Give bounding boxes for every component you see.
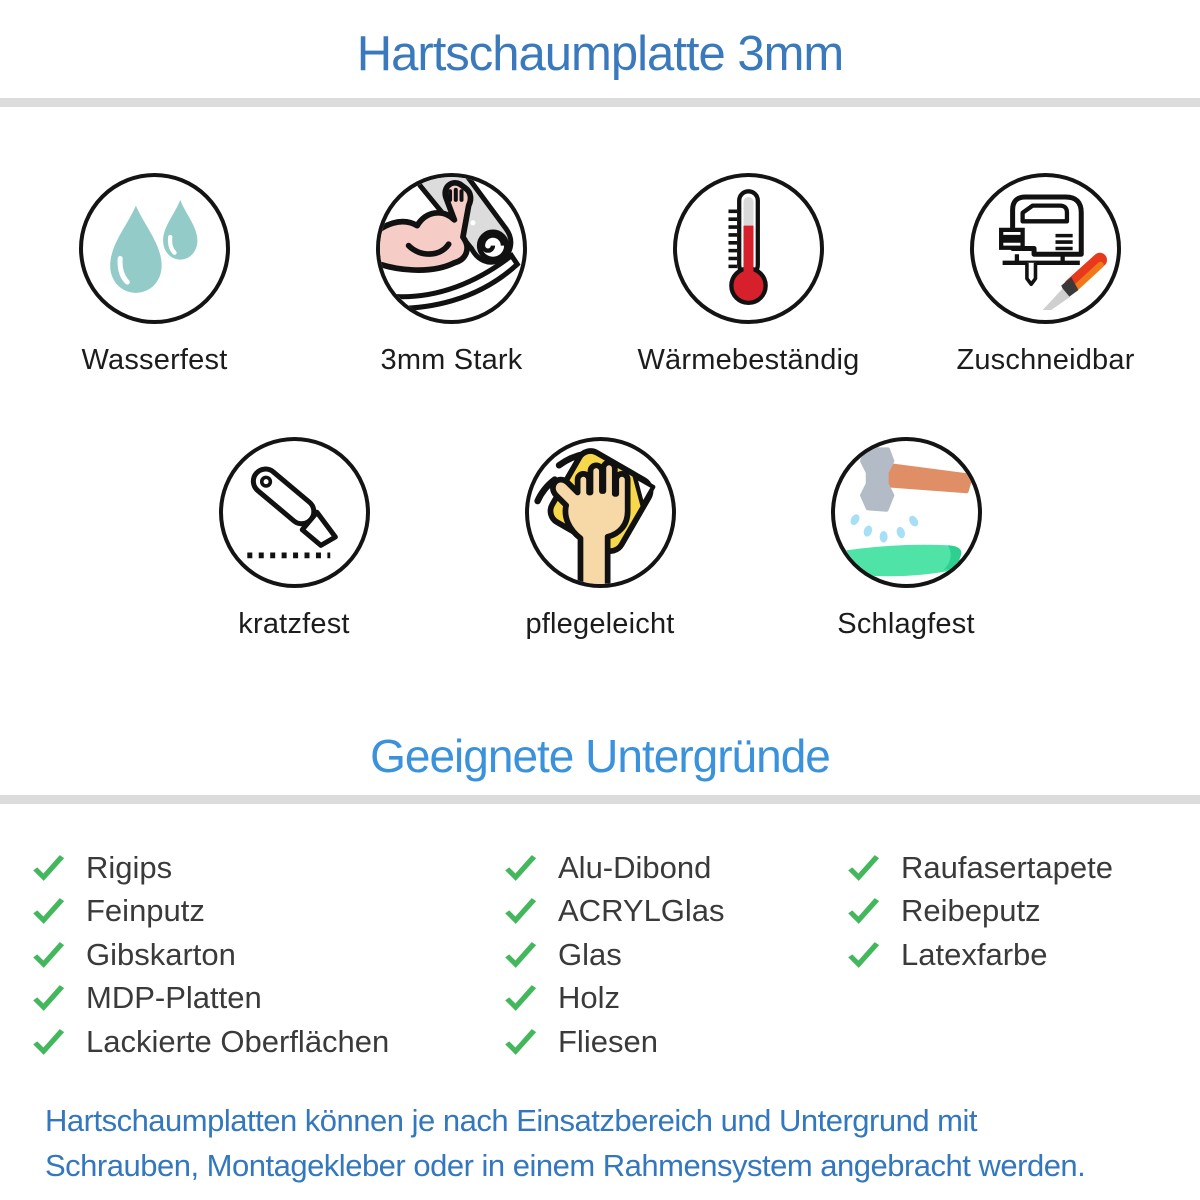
list-item xyxy=(28,1020,500,1064)
feature-label: Schlagfest xyxy=(837,608,975,640)
check-icon xyxy=(500,1025,541,1059)
check-icon xyxy=(28,938,69,972)
list-item xyxy=(28,933,500,977)
check-icon xyxy=(28,981,69,1015)
list-item xyxy=(500,933,843,977)
list-item xyxy=(28,846,500,890)
check-icon xyxy=(500,851,541,885)
feature-label: Wasserfest xyxy=(81,344,228,376)
list-item-label: Latexfarbe xyxy=(901,936,1048,972)
check-icon xyxy=(500,938,541,972)
check-icon xyxy=(500,894,541,928)
feature-schlagfest xyxy=(753,437,1059,641)
muscle-arm-icon xyxy=(376,173,527,324)
feature-label: Wärmebeständig xyxy=(637,344,860,376)
list-item xyxy=(28,890,500,934)
check-icon xyxy=(843,894,884,928)
jigsaw-knife-icon xyxy=(970,173,1121,324)
feature-label: kratzfest xyxy=(238,608,350,640)
list-item-label: Gibskarton xyxy=(86,936,236,972)
feature-label: 3mm Stark xyxy=(380,344,523,376)
water-drops-icon xyxy=(79,173,230,324)
list-item-label: MDP-Platten xyxy=(86,980,262,1016)
check-icon xyxy=(28,1025,69,1059)
list-item xyxy=(500,846,843,890)
footer-line-2: Schrauben, Montagekleber oder in einem Rahmensystem angebracht werden. xyxy=(45,1147,1086,1183)
substrate-column-3 xyxy=(843,846,1200,1064)
feature-wasserfest xyxy=(6,173,303,377)
list-item-label: Lackierte Oberflächen xyxy=(86,1023,390,1059)
utility-knife-icon xyxy=(219,437,370,588)
list-item xyxy=(500,1020,843,1064)
list-item xyxy=(843,933,1200,977)
substrate-lists xyxy=(0,846,1200,1064)
list-item-label: Alu-Dibond xyxy=(558,849,712,885)
list-item-label: Fliesen xyxy=(558,1023,658,1059)
feature-pflegeleicht xyxy=(447,437,753,641)
list-item xyxy=(500,890,843,934)
list-item-label: Glas xyxy=(558,936,622,972)
features-row-1 xyxy=(0,173,1200,377)
feature-kratzfest xyxy=(141,437,447,641)
footer-note xyxy=(0,1098,1200,1188)
substrate-column-1 xyxy=(28,846,500,1064)
check-icon xyxy=(500,981,541,1015)
thermometer-icon xyxy=(673,173,824,324)
hammer-icon xyxy=(831,437,982,588)
list-item xyxy=(500,977,843,1021)
cleaning-hand-icon xyxy=(525,437,676,588)
features-row-2 xyxy=(0,437,1200,641)
list-item xyxy=(843,890,1200,934)
check-icon xyxy=(28,851,69,885)
section-title: Geeignete Untergründe xyxy=(370,730,830,782)
list-item-label: Raufasertapete xyxy=(901,849,1113,885)
divider-top xyxy=(0,98,1200,107)
feature-zuschneidbar xyxy=(897,173,1194,377)
check-icon xyxy=(843,938,884,972)
feature-label: pflegeleicht xyxy=(525,608,675,640)
list-item xyxy=(843,846,1200,890)
list-item-label: Reibeputz xyxy=(901,893,1041,929)
check-icon xyxy=(843,851,884,885)
list-item-label: Holz xyxy=(558,980,621,1016)
page-title: Hartschaumplatte 3mm xyxy=(356,27,844,81)
list-item-label: Rigips xyxy=(86,849,173,885)
footer-line-1: Hartschaumplatten können je nach Einsatzbereich und Untergrund mit xyxy=(45,1102,977,1138)
check-icon xyxy=(28,894,69,928)
list-item xyxy=(28,977,500,1021)
list-item-label: ACRYLGlas xyxy=(558,893,725,929)
substrate-column-2 xyxy=(500,846,843,1064)
feature-label: Zuschneidbar xyxy=(956,344,1135,376)
feature-waermebestaendig xyxy=(600,173,897,377)
feature-3mm-stark xyxy=(303,173,600,377)
list-item-label: Feinputz xyxy=(86,893,205,929)
divider-middle xyxy=(0,795,1200,804)
